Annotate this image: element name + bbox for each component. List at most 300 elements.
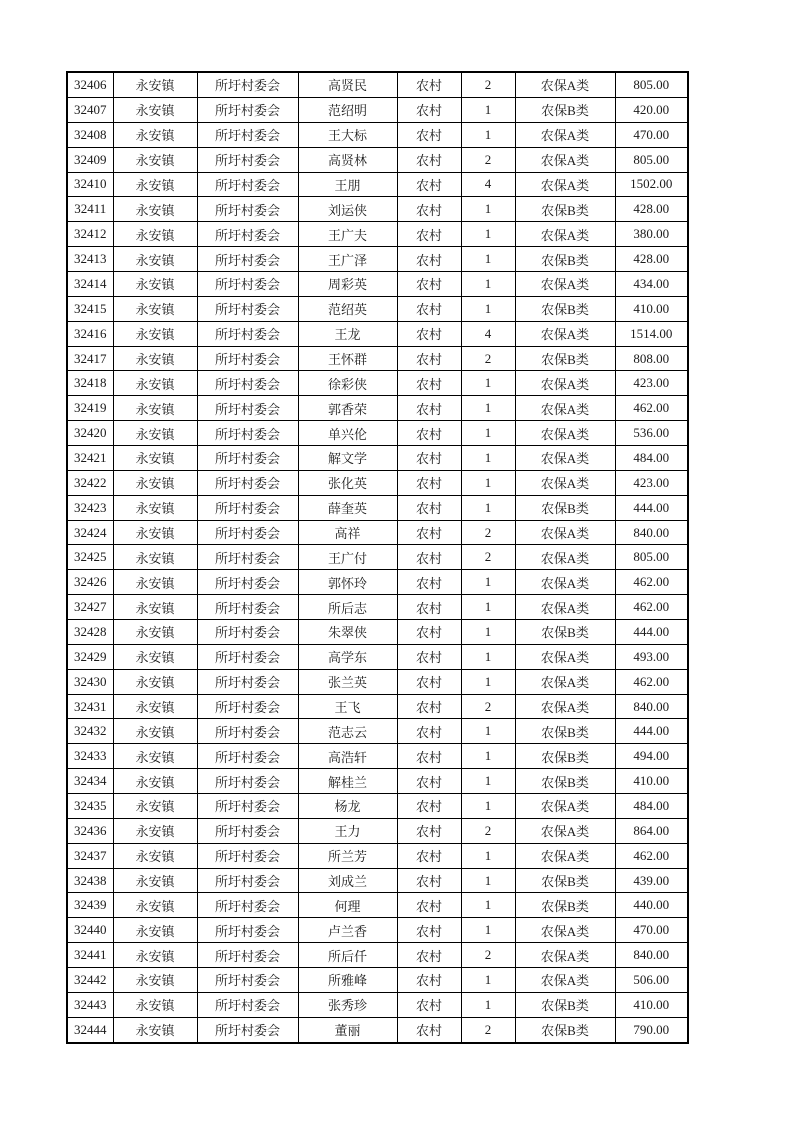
cell-insurance-category: 农保A类 — [515, 147, 615, 172]
cell-town: 永安镇 — [113, 918, 197, 943]
cell-town: 永安镇 — [113, 346, 197, 371]
cell-person-count: 1 — [461, 396, 515, 421]
cell-town: 永安镇 — [113, 520, 197, 545]
cell-person-name: 范绍明 — [298, 97, 397, 122]
cell-person-count: 2 — [461, 147, 515, 172]
cell-insurance-category: 农保A类 — [515, 272, 615, 297]
table-row — [67, 992, 688, 1017]
cell-record-id: 32428 — [67, 620, 113, 645]
cell-insurance-category: 农保B类 — [515, 197, 615, 222]
cell-person-count: 1 — [461, 296, 515, 321]
cell-residence-type: 农村 — [397, 421, 461, 446]
cell-residence-type: 农村 — [397, 222, 461, 247]
cell-village-committee: 所圩村委会 — [197, 968, 298, 993]
cell-residence-type: 农村 — [397, 545, 461, 570]
cell-town: 永安镇 — [113, 446, 197, 471]
cell-person-count: 1 — [461, 197, 515, 222]
cell-record-id: 32432 — [67, 719, 113, 744]
cell-residence-type: 农村 — [397, 595, 461, 620]
cell-record-id: 32424 — [67, 520, 113, 545]
cell-residence-type: 农村 — [397, 694, 461, 719]
cell-amount: 1502.00 — [615, 172, 688, 197]
cell-person-name: 王大标 — [298, 122, 397, 147]
cell-village-committee: 所圩村委会 — [197, 197, 298, 222]
cell-record-id: 32415 — [67, 296, 113, 321]
cell-amount: 805.00 — [615, 545, 688, 570]
cell-record-id: 32444 — [67, 1017, 113, 1043]
cell-amount: 410.00 — [615, 769, 688, 794]
cell-village-committee: 所圩村委会 — [197, 147, 298, 172]
cell-insurance-category: 农保A类 — [515, 122, 615, 147]
cell-person-name: 王龙 — [298, 321, 397, 346]
cell-town: 永安镇 — [113, 421, 197, 446]
cell-village-committee: 所圩村委会 — [197, 421, 298, 446]
cell-amount: 808.00 — [615, 346, 688, 371]
cell-amount: 380.00 — [615, 222, 688, 247]
table-row — [67, 570, 688, 595]
cell-person-count: 1 — [461, 644, 515, 669]
cell-town: 永安镇 — [113, 97, 197, 122]
cell-record-id: 32422 — [67, 470, 113, 495]
cell-residence-type: 农村 — [397, 570, 461, 595]
table-row — [67, 321, 688, 346]
cell-amount: 470.00 — [615, 918, 688, 943]
cell-insurance-category: 农保A类 — [515, 669, 615, 694]
cell-town: 永安镇 — [113, 893, 197, 918]
cell-town: 永安镇 — [113, 396, 197, 421]
cell-person-count: 1 — [461, 371, 515, 396]
cell-person-name: 董丽 — [298, 1017, 397, 1043]
records-table — [66, 71, 689, 1044]
cell-person-name: 刘成兰 — [298, 868, 397, 893]
cell-person-count: 1 — [461, 843, 515, 868]
table-row — [67, 893, 688, 918]
table-row — [67, 72, 688, 97]
table-row — [67, 1017, 688, 1043]
cell-amount: 864.00 — [615, 818, 688, 843]
cell-person-name: 王朋 — [298, 172, 397, 197]
cell-insurance-category: 农保A类 — [515, 470, 615, 495]
cell-amount: 434.00 — [615, 272, 688, 297]
cell-town: 永安镇 — [113, 694, 197, 719]
cell-town: 永安镇 — [113, 371, 197, 396]
cell-person-name: 单兴伦 — [298, 421, 397, 446]
table-row — [67, 943, 688, 968]
cell-village-committee: 所圩村委会 — [197, 744, 298, 769]
cell-village-committee: 所圩村委会 — [197, 97, 298, 122]
cell-insurance-category: 农保B类 — [515, 744, 615, 769]
cell-insurance-category: 农保B类 — [515, 868, 615, 893]
cell-person-name: 高学东 — [298, 644, 397, 669]
cell-person-name: 高贤林 — [298, 147, 397, 172]
cell-record-id: 32429 — [67, 644, 113, 669]
cell-record-id: 32426 — [67, 570, 113, 595]
cell-town: 永安镇 — [113, 545, 197, 570]
cell-village-committee: 所圩村委会 — [197, 520, 298, 545]
cell-residence-type: 农村 — [397, 868, 461, 893]
cell-person-count: 2 — [461, 1017, 515, 1043]
cell-record-id: 32419 — [67, 396, 113, 421]
cell-village-committee: 所圩村委会 — [197, 595, 298, 620]
cell-residence-type: 农村 — [397, 520, 461, 545]
cell-person-count: 1 — [461, 918, 515, 943]
cell-village-committee: 所圩村委会 — [197, 470, 298, 495]
cell-person-count: 2 — [461, 943, 515, 968]
cell-village-committee: 所圩村委会 — [197, 694, 298, 719]
cell-record-id: 32442 — [67, 968, 113, 993]
cell-insurance-category: 农保A类 — [515, 421, 615, 446]
cell-person-name: 徐彩侠 — [298, 371, 397, 396]
cell-person-name: 王力 — [298, 818, 397, 843]
cell-town: 永安镇 — [113, 222, 197, 247]
cell-record-id: 32440 — [67, 918, 113, 943]
cell-village-committee: 所圩村委会 — [197, 794, 298, 819]
cell-person-name: 所后志 — [298, 595, 397, 620]
cell-town: 永安镇 — [113, 744, 197, 769]
cell-insurance-category: 农保A类 — [515, 794, 615, 819]
cell-amount: 805.00 — [615, 72, 688, 97]
cell-village-committee: 所圩村委会 — [197, 296, 298, 321]
table-row — [67, 868, 688, 893]
cell-person-count: 1 — [461, 893, 515, 918]
table-row — [67, 396, 688, 421]
records-table-body — [67, 72, 688, 1043]
cell-village-committee: 所圩村委会 — [197, 346, 298, 371]
cell-amount: 462.00 — [615, 843, 688, 868]
cell-residence-type: 农村 — [397, 247, 461, 272]
table-row — [67, 97, 688, 122]
cell-person-count: 1 — [461, 222, 515, 247]
cell-village-committee: 所圩村委会 — [197, 992, 298, 1017]
cell-amount: 444.00 — [615, 495, 688, 520]
cell-amount: 840.00 — [615, 694, 688, 719]
table-row — [67, 197, 688, 222]
table-row — [67, 968, 688, 993]
table-row — [67, 172, 688, 197]
table-row — [67, 669, 688, 694]
cell-person-count: 1 — [461, 272, 515, 297]
cell-record-id: 32410 — [67, 172, 113, 197]
table-row — [67, 744, 688, 769]
cell-village-committee: 所圩村委会 — [197, 818, 298, 843]
cell-record-id: 32438 — [67, 868, 113, 893]
cell-record-id: 32430 — [67, 669, 113, 694]
cell-amount: 410.00 — [615, 296, 688, 321]
cell-village-committee: 所圩村委会 — [197, 396, 298, 421]
cell-amount: 462.00 — [615, 595, 688, 620]
cell-person-count: 1 — [461, 719, 515, 744]
cell-village-committee: 所圩村委会 — [197, 1017, 298, 1043]
cell-amount: 462.00 — [615, 396, 688, 421]
cell-village-committee: 所圩村委会 — [197, 321, 298, 346]
table-row — [67, 769, 688, 794]
cell-person-count: 1 — [461, 669, 515, 694]
table-row — [67, 520, 688, 545]
cell-insurance-category: 农保B类 — [515, 893, 615, 918]
cell-person-count: 4 — [461, 321, 515, 346]
cell-record-id: 32435 — [67, 794, 113, 819]
cell-insurance-category: 农保A类 — [515, 595, 615, 620]
cell-village-committee: 所圩村委会 — [197, 843, 298, 868]
cell-residence-type: 农村 — [397, 943, 461, 968]
cell-insurance-category: 农保B类 — [515, 247, 615, 272]
cell-person-name: 王广泽 — [298, 247, 397, 272]
cell-person-name: 王怀群 — [298, 346, 397, 371]
cell-residence-type: 农村 — [397, 147, 461, 172]
cell-person-name: 解文学 — [298, 446, 397, 471]
cell-record-id: 32425 — [67, 545, 113, 570]
cell-person-count: 1 — [461, 744, 515, 769]
cell-amount: 1514.00 — [615, 321, 688, 346]
cell-amount: 410.00 — [615, 992, 688, 1017]
cell-record-id: 32418 — [67, 371, 113, 396]
cell-person-name: 王广付 — [298, 545, 397, 570]
cell-amount: 484.00 — [615, 446, 688, 471]
table-row — [67, 371, 688, 396]
cell-amount: 493.00 — [615, 644, 688, 669]
cell-amount: 494.00 — [615, 744, 688, 769]
cell-person-count: 1 — [461, 620, 515, 645]
cell-amount: 428.00 — [615, 197, 688, 222]
cell-village-committee: 所圩村委会 — [197, 918, 298, 943]
cell-person-name: 杨龙 — [298, 794, 397, 819]
cell-amount: 423.00 — [615, 470, 688, 495]
cell-insurance-category: 农保A类 — [515, 222, 615, 247]
cell-record-id: 32443 — [67, 992, 113, 1017]
cell-person-name: 郭怀玲 — [298, 570, 397, 595]
cell-residence-type: 农村 — [397, 272, 461, 297]
cell-insurance-category: 农保A类 — [515, 968, 615, 993]
cell-village-committee: 所圩村委会 — [197, 371, 298, 396]
cell-village-committee: 所圩村委会 — [197, 893, 298, 918]
cell-village-committee: 所圩村委会 — [197, 495, 298, 520]
table-row — [67, 694, 688, 719]
cell-record-id: 32416 — [67, 321, 113, 346]
cell-amount: 840.00 — [615, 520, 688, 545]
cell-insurance-category: 农保A类 — [515, 446, 615, 471]
cell-person-name: 解桂兰 — [298, 769, 397, 794]
cell-person-name: 张秀珍 — [298, 992, 397, 1017]
cell-town: 永安镇 — [113, 868, 197, 893]
cell-person-name: 周彩英 — [298, 272, 397, 297]
cell-residence-type: 农村 — [397, 371, 461, 396]
cell-person-name: 薛奎英 — [298, 495, 397, 520]
cell-town: 永安镇 — [113, 669, 197, 694]
cell-person-name: 王广夫 — [298, 222, 397, 247]
cell-residence-type: 农村 — [397, 843, 461, 868]
cell-residence-type: 农村 — [397, 992, 461, 1017]
cell-town: 永安镇 — [113, 247, 197, 272]
cell-insurance-category: 农保B类 — [515, 992, 615, 1017]
cell-insurance-category: 农保B类 — [515, 296, 615, 321]
cell-person-count: 1 — [461, 992, 515, 1017]
cell-person-count: 1 — [461, 595, 515, 620]
cell-residence-type: 农村 — [397, 495, 461, 520]
cell-record-id: 32411 — [67, 197, 113, 222]
cell-person-count: 2 — [461, 545, 515, 570]
cell-record-id: 32439 — [67, 893, 113, 918]
cell-town: 永安镇 — [113, 818, 197, 843]
cell-town: 永安镇 — [113, 794, 197, 819]
cell-person-count: 2 — [461, 818, 515, 843]
cell-person-count: 1 — [461, 868, 515, 893]
cell-insurance-category: 农保A类 — [515, 943, 615, 968]
cell-insurance-category: 农保B类 — [515, 495, 615, 520]
cell-person-name: 朱翠侠 — [298, 620, 397, 645]
cell-record-id: 32427 — [67, 595, 113, 620]
cell-residence-type: 农村 — [397, 321, 461, 346]
cell-person-name: 所雅峰 — [298, 968, 397, 993]
cell-person-count: 1 — [461, 446, 515, 471]
cell-person-count: 1 — [461, 495, 515, 520]
table-row — [67, 470, 688, 495]
cell-record-id: 32414 — [67, 272, 113, 297]
cell-town: 永安镇 — [113, 296, 197, 321]
table-row — [67, 794, 688, 819]
cell-residence-type: 农村 — [397, 346, 461, 371]
cell-town: 永安镇 — [113, 122, 197, 147]
cell-insurance-category: 农保A类 — [515, 818, 615, 843]
cell-person-count: 2 — [461, 520, 515, 545]
cell-insurance-category: 农保A类 — [515, 396, 615, 421]
table-row — [67, 446, 688, 471]
cell-person-count: 1 — [461, 968, 515, 993]
table-row — [67, 421, 688, 446]
cell-town: 永安镇 — [113, 943, 197, 968]
cell-residence-type: 农村 — [397, 794, 461, 819]
cell-residence-type: 农村 — [397, 769, 461, 794]
cell-village-committee: 所圩村委会 — [197, 72, 298, 97]
cell-person-count: 2 — [461, 694, 515, 719]
table-row — [67, 222, 688, 247]
table-row — [67, 918, 688, 943]
cell-town: 永安镇 — [113, 321, 197, 346]
cell-amount: 462.00 — [615, 669, 688, 694]
cell-village-committee: 所圩村委会 — [197, 943, 298, 968]
cell-amount: 790.00 — [615, 1017, 688, 1043]
cell-amount: 470.00 — [615, 122, 688, 147]
cell-town: 永安镇 — [113, 644, 197, 669]
cell-town: 永安镇 — [113, 769, 197, 794]
cell-town: 永安镇 — [113, 992, 197, 1017]
cell-record-id: 32406 — [67, 72, 113, 97]
cell-person-count: 1 — [461, 421, 515, 446]
cell-record-id: 32412 — [67, 222, 113, 247]
cell-insurance-category: 农保B类 — [515, 620, 615, 645]
cell-person-count: 1 — [461, 570, 515, 595]
table-row — [67, 843, 688, 868]
cell-insurance-category: 农保B类 — [515, 1017, 615, 1043]
table-row — [67, 495, 688, 520]
cell-amount: 805.00 — [615, 147, 688, 172]
cell-person-name: 所后仟 — [298, 943, 397, 968]
cell-person-name: 郭香荣 — [298, 396, 397, 421]
cell-person-name: 张化英 — [298, 470, 397, 495]
table-row — [67, 247, 688, 272]
cell-residence-type: 农村 — [397, 893, 461, 918]
cell-insurance-category: 农保A类 — [515, 843, 615, 868]
cell-amount: 462.00 — [615, 570, 688, 595]
cell-person-count: 2 — [461, 346, 515, 371]
cell-record-id: 32409 — [67, 147, 113, 172]
cell-person-name: 所兰芳 — [298, 843, 397, 868]
table-row — [67, 296, 688, 321]
cell-amount: 444.00 — [615, 719, 688, 744]
cell-record-id: 32417 — [67, 346, 113, 371]
cell-person-count: 1 — [461, 794, 515, 819]
cell-town: 永安镇 — [113, 172, 197, 197]
cell-residence-type: 农村 — [397, 669, 461, 694]
cell-person-count: 1 — [461, 769, 515, 794]
cell-village-committee: 所圩村委会 — [197, 247, 298, 272]
cell-town: 永安镇 — [113, 595, 197, 620]
table-row — [67, 272, 688, 297]
cell-residence-type: 农村 — [397, 197, 461, 222]
cell-amount: 420.00 — [615, 97, 688, 122]
cell-insurance-category: 农保A类 — [515, 321, 615, 346]
cell-residence-type: 农村 — [397, 296, 461, 321]
cell-village-committee: 所圩村委会 — [197, 172, 298, 197]
cell-village-committee: 所圩村委会 — [197, 769, 298, 794]
cell-town: 永安镇 — [113, 147, 197, 172]
cell-residence-type: 农村 — [397, 918, 461, 943]
cell-town: 永安镇 — [113, 1017, 197, 1043]
cell-person-count: 2 — [461, 72, 515, 97]
cell-town: 永安镇 — [113, 843, 197, 868]
cell-record-id: 32441 — [67, 943, 113, 968]
cell-insurance-category: 农保A类 — [515, 644, 615, 669]
cell-amount: 444.00 — [615, 620, 688, 645]
cell-insurance-category: 农保A类 — [515, 520, 615, 545]
cell-person-name: 张兰英 — [298, 669, 397, 694]
table-row — [67, 818, 688, 843]
cell-town: 永安镇 — [113, 272, 197, 297]
cell-town: 永安镇 — [113, 570, 197, 595]
cell-village-committee: 所圩村委会 — [197, 446, 298, 471]
cell-residence-type: 农村 — [397, 470, 461, 495]
cell-record-id: 32437 — [67, 843, 113, 868]
cell-residence-type: 农村 — [397, 644, 461, 669]
cell-person-name: 范志云 — [298, 719, 397, 744]
cell-village-committee: 所圩村委会 — [197, 122, 298, 147]
cell-insurance-category: 农保A类 — [515, 72, 615, 97]
cell-town: 永安镇 — [113, 968, 197, 993]
cell-town: 永安镇 — [113, 719, 197, 744]
cell-town: 永安镇 — [113, 620, 197, 645]
cell-person-name: 刘运侠 — [298, 197, 397, 222]
table-row — [67, 595, 688, 620]
cell-record-id: 32431 — [67, 694, 113, 719]
cell-record-id: 32420 — [67, 421, 113, 446]
cell-amount: 440.00 — [615, 893, 688, 918]
cell-amount: 536.00 — [615, 421, 688, 446]
cell-residence-type: 农村 — [397, 172, 461, 197]
cell-residence-type: 农村 — [397, 446, 461, 471]
table-row — [67, 122, 688, 147]
cell-person-count: 4 — [461, 172, 515, 197]
cell-residence-type: 农村 — [397, 122, 461, 147]
table-row — [67, 147, 688, 172]
cell-town: 永安镇 — [113, 72, 197, 97]
cell-residence-type: 农村 — [397, 719, 461, 744]
cell-village-committee: 所圩村委会 — [197, 545, 298, 570]
cell-residence-type: 农村 — [397, 72, 461, 97]
cell-village-committee: 所圩村委会 — [197, 570, 298, 595]
cell-insurance-category: 农保B类 — [515, 346, 615, 371]
cell-amount: 439.00 — [615, 868, 688, 893]
cell-amount: 428.00 — [615, 247, 688, 272]
cell-insurance-category: 农保A类 — [515, 371, 615, 396]
